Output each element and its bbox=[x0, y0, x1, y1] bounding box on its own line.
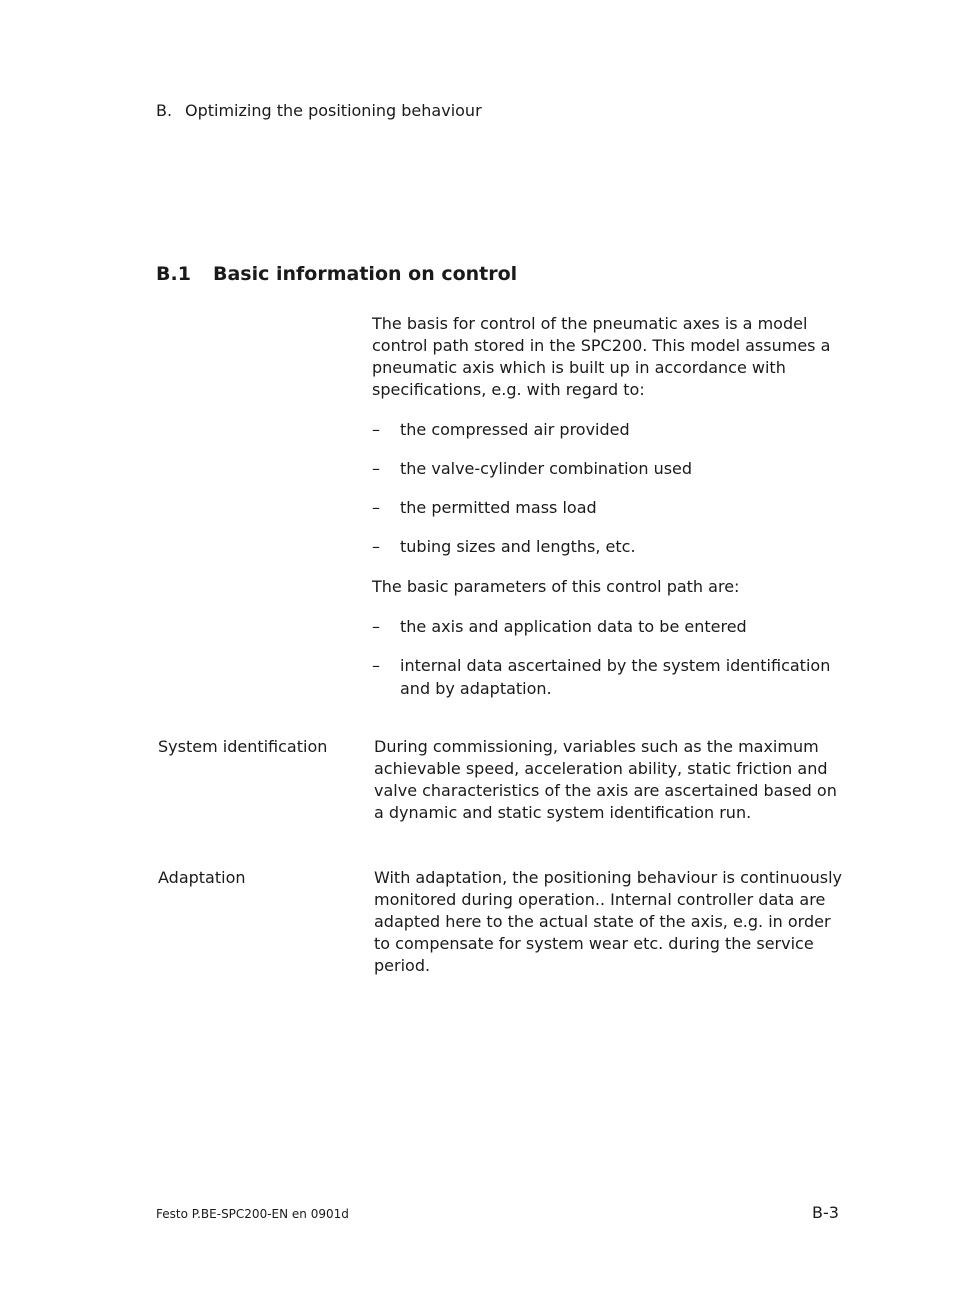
list-item bbox=[372, 535, 852, 558]
parameters-intro: The basic parameters of this control path are: bbox=[372, 577, 740, 596]
list-item-text: the permitted mass load bbox=[400, 498, 597, 517]
dash-bullet: – bbox=[372, 617, 380, 636]
section-title: Basic information on control bbox=[213, 263, 518, 285]
dash-bullet: – bbox=[372, 537, 380, 556]
section-heading bbox=[156, 263, 517, 285]
system-identification-label: System identification bbox=[158, 737, 328, 756]
running-header-letter: B. bbox=[156, 101, 173, 120]
dash-bullet: – bbox=[372, 420, 380, 439]
running-header-title: Optimizing the positioning behaviour bbox=[185, 101, 482, 120]
list-item bbox=[372, 615, 852, 638]
intro-paragraph: The basis for control of the pneumatic axes is a model control path stored in the SPC200. This model assumes a pneumatic axis which is built up in accordance with specifications, e.g. with regard to: bbox=[372, 314, 831, 399]
list-item-text: the compressed air provided bbox=[400, 420, 630, 439]
system-identification-text: During commissioning, variables such as the maximum achievable speed, acceleration ability, static friction and valve characteristics of the axis are ascertained based on a dynamic and static system identification run. bbox=[374, 737, 837, 822]
running-header bbox=[156, 101, 482, 120]
parameters-list bbox=[372, 615, 852, 716]
footer-page-number: B-3 bbox=[812, 1203, 839, 1222]
adaptation-label: Adaptation bbox=[158, 868, 246, 887]
list-item bbox=[372, 496, 852, 519]
spec-list bbox=[372, 418, 852, 574]
dash-bullet: – bbox=[372, 498, 380, 517]
list-item-text: the axis and application data to be entered bbox=[400, 617, 747, 636]
list-item bbox=[372, 654, 852, 700]
dash-bullet: – bbox=[372, 459, 380, 478]
section-number: B.1 bbox=[156, 263, 191, 285]
dash-bullet: – bbox=[372, 656, 380, 675]
adaptation-text: With adaptation, the positioning behaviour is continuously monitored during operation.. Internal controller data are adapted here to the actual state of the axis, e.g. in order to compensate for system wear etc. during the service period. bbox=[374, 868, 843, 975]
list-item-text: tubing sizes and lengths, etc. bbox=[400, 537, 636, 556]
list-item bbox=[372, 457, 852, 480]
list-item-text: the valve-cylinder combination used bbox=[400, 459, 693, 478]
footer-document-id: Festo P.BE-SPC200-EN en 0901d bbox=[156, 1207, 349, 1221]
list-item-text: internal data ascertained by the system identification and by adaptation. bbox=[400, 656, 831, 698]
list-item bbox=[372, 418, 852, 441]
